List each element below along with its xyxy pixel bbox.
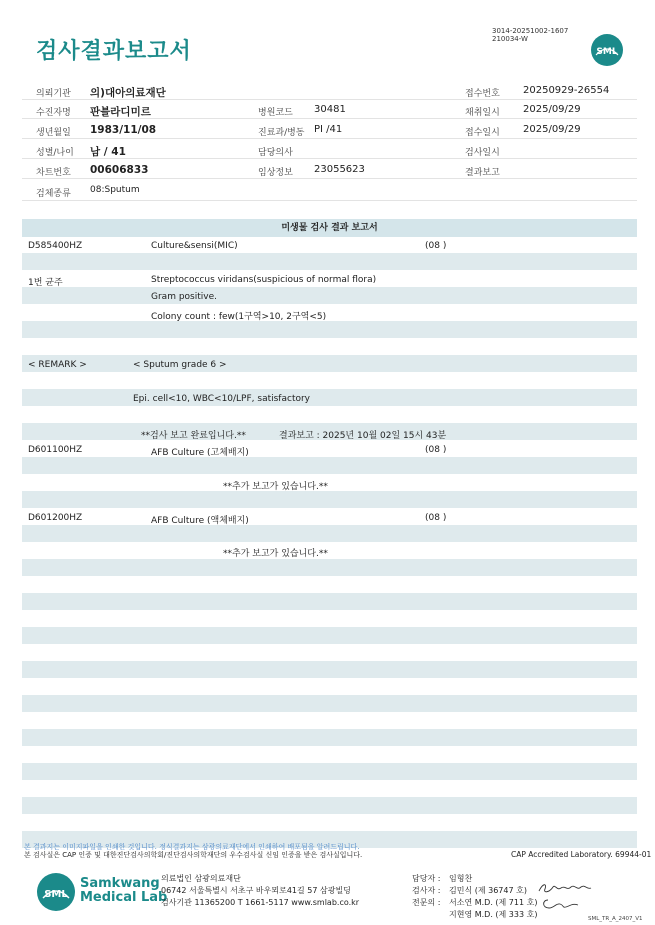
org-address: 06742 서울특별시 서초구 바우뫼로41길 57 삼광빌딩 — [161, 886, 351, 895]
isolate-organism: Streptococcus viridans(suspicious of normal flora) — [151, 275, 377, 285]
test3-code: D601200HZ — [28, 513, 83, 523]
patient-value-2-1: 판블라디미르 — [90, 106, 151, 118]
cap-accreditation: CAP Accredited Laboratory. 69944-01 — [511, 850, 652, 859]
patient-value-1-3: 20250929-26554 — [523, 85, 610, 96]
staff-tester: 김민식 (제 36747 호) — [449, 886, 527, 895]
patient-value-1-1: 의)대아의료재단 — [90, 87, 166, 99]
staff-manager-label: 담당자 : — [412, 874, 441, 883]
patient-row-divider — [22, 118, 637, 119]
test1-code: D585400HZ — [28, 241, 83, 251]
remark-detail: Epi. cell<10, WBC<10/LPF, satisfactory — [133, 394, 311, 404]
stripe-band — [22, 287, 637, 304]
print-warning: 본 결과지는 이미지파일을 인쇄한 것입니다. 정식결과지는 삼광의료재단에서 인쇄하여 배포됨을 알려드립니다. — [24, 843, 360, 851]
patient-label-3-2: 진료과/병동 — [258, 128, 305, 138]
isolate-colony-count: Colony count : few(1구역>10, 2구역<5) — [151, 312, 327, 322]
test3-note: **추가 보고가 있습니다.** — [223, 549, 328, 559]
stripe-band — [22, 661, 637, 678]
test2-note: **추가 보고가 있습니다.** — [223, 482, 328, 492]
remark-label: < REMARK > — [28, 360, 87, 370]
patient-value-6-1: 08:Sputum — [90, 185, 140, 195]
patient-row-divider — [22, 138, 637, 139]
patient-row-divider — [22, 158, 637, 159]
patient-value-3-2: PI /41 — [314, 124, 343, 135]
document-number-line2: 210034-W — [492, 35, 528, 43]
patient-label-1-3: 접수번호 — [465, 89, 500, 99]
patient-label-5-2: 임상정보 — [258, 168, 293, 178]
test2-name: AFB Culture (고체배지) — [151, 448, 249, 458]
patient-label-4-2: 담당의사 — [258, 148, 293, 158]
test2-specimen: (08 ) — [425, 445, 447, 455]
report-complete-text: **검사 보고 완료입니다.** — [141, 431, 246, 441]
patient-label-3-3: 접수일시 — [465, 128, 500, 138]
patient-label-2-1: 수진자명 — [36, 108, 71, 118]
patient-value-3-1: 1983/11/08 — [90, 124, 157, 136]
staff-tester-label: 검사자 : — [412, 886, 441, 895]
footer-logo-abbr: SML — [44, 889, 68, 900]
patient-label-2-3: 채취일시 — [465, 108, 500, 118]
stripe-band — [22, 355, 637, 372]
page-title: 검사결과보고서 — [36, 39, 192, 64]
stripe-band — [22, 729, 637, 746]
patient-value-5-1: 00606833 — [90, 164, 149, 176]
stripe-band — [22, 525, 637, 542]
patient-value-2-2: 30481 — [314, 104, 346, 115]
report-section-title: 미생물 검사 결과 보고서 — [22, 219, 637, 237]
patient-label-1-1: 의뢰기관 — [36, 89, 71, 99]
brand-name-line1: Samkwang — [80, 876, 160, 891]
test1-specimen: (08 ) — [425, 241, 447, 251]
test2-code: D601100HZ — [28, 445, 83, 455]
remark-grade: < Sputum grade 6 > — [133, 360, 227, 370]
patient-label-2-2: 병원코드 — [258, 108, 293, 118]
footer-brand-name — [80, 877, 167, 905]
org-contact: 검사기관 11365200 T 1661-5117 www.smlab.co.kr — [161, 898, 360, 907]
stripe-band — [22, 491, 637, 508]
stripe-band — [22, 695, 637, 712]
staff-specialist-label: 전문의 : — [412, 898, 441, 907]
patient-value-5-2: 23055623 — [314, 164, 365, 175]
sml-logo-text: SML — [596, 47, 618, 57]
patient-label-5-3: 결과보고 — [465, 168, 500, 178]
isolate-gram: Gram positive. — [151, 292, 217, 302]
document-number-line1: 3014-20251002-1607 — [492, 27, 569, 35]
isolate-label: 1번 균주 — [28, 278, 63, 288]
stripe-band — [22, 593, 637, 610]
patient-row-divider — [22, 99, 637, 100]
sml-footer-logo-icon — [36, 872, 76, 912]
patient-label-4-3: 검사일시 — [465, 148, 500, 158]
test3-name: AFB Culture (액체배지) — [151, 516, 249, 526]
test1-name: Culture&sensi(MIC) — [151, 241, 238, 251]
stripe-band — [22, 797, 637, 814]
stripe-band — [22, 321, 637, 338]
patient-label-3-1: 생년월일 — [36, 128, 71, 138]
test3-specimen: (08 ) — [425, 513, 447, 523]
patient-label-4-1: 성별/나이 — [36, 148, 74, 158]
staff-specialist1: 서소연 M.D. (제 711 호) — [449, 898, 538, 907]
patient-row-divider — [22, 200, 637, 201]
patient-row-divider — [22, 178, 637, 179]
stripe-band — [22, 457, 637, 474]
patient-value-4-1: 남 / 41 — [90, 146, 126, 158]
patient-label-6-1: 검체종류 — [36, 189, 71, 199]
patient-value-2-3: 2025/09/29 — [523, 104, 581, 115]
report-time: 결과보고 : 2025년 10월 02일 15시 43분 — [279, 431, 447, 441]
certification-note: 본 검사실은 CAP 인증 및 대한진단검사의학회/진단검사의학재단의 우수검사실 신임 인증을 받은 검사실입니다. — [24, 851, 363, 859]
staff-specialist2: 지현영 M.D. (제 333 호) — [449, 910, 538, 919]
brand-name-line2: Medical Lab — [80, 890, 168, 905]
staff-manager: 임형찬 — [449, 874, 473, 883]
form-code: SML_TR_A_2407_V1 — [588, 916, 643, 922]
document-number — [492, 27, 568, 43]
stripe-band — [22, 763, 637, 780]
stripe-band — [22, 559, 637, 576]
stripe-band — [22, 253, 637, 270]
sml-logo-icon — [590, 33, 624, 67]
stripe-band — [22, 389, 637, 406]
signature-2 — [540, 896, 580, 915]
stripe-band — [22, 627, 637, 644]
patient-label-5-1: 차트번호 — [36, 168, 71, 178]
org-name: 의료법인 삼광의료재단 — [161, 874, 241, 883]
patient-value-3-3: 2025/09/29 — [523, 124, 581, 135]
